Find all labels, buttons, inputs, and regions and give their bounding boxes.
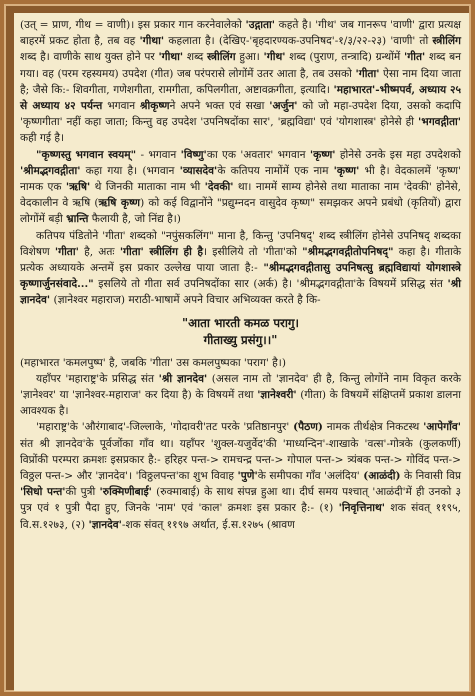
- paragraph: [20, 147, 461, 228]
- text-run: । इसीलिये तो 'गीता'को: [203, 245, 303, 258]
- bold-text: 'श्रीमद्भगवद्गीता': [20, 164, 81, 177]
- text-run: - भगवान: [136, 148, 181, 161]
- text-run: (गीता) के विषयमें संक्षिप्तमें प्रकाश डालना आवश्यक है।: [20, 389, 461, 418]
- text-run: कहलाता है। (देखिए-'बृहदारण्यक-उपनिषद'-१/३/२२-२३) 'वाणी' तो: [164, 35, 433, 48]
- bold-text: 'अर्जुन': [269, 100, 298, 113]
- bold-text: 'व्यासदेव': [179, 164, 218, 177]
- text-run: की पुत्री: [65, 486, 100, 499]
- bold-text: 'सिधो पन्त': [20, 486, 66, 499]
- paragraph: [20, 371, 461, 420]
- bold-text: श्रीकृष्ण: [140, 100, 170, 113]
- bold-text: 'ज्ञानदेव': [88, 518, 122, 531]
- text-run: होनेसे उनके इस महा उपदेशको: [335, 148, 462, 161]
- bold-text: 'भगवद्गीता': [418, 116, 461, 129]
- text-run: का एक 'अवतार' भगवान: [206, 148, 310, 161]
- scanned-page: [14, 13, 469, 691]
- bold-text: "श्रीमद्भगवद्गीतासु उपनिषत्सु ब्रह्मविद्यायां योगशास्त्रे कृष्णार्जुनसंवादे...": [20, 262, 461, 291]
- page-text: [20, 17, 461, 533]
- bold-text: ऋषि कृष्ण: [98, 197, 141, 210]
- bold-text: 'रुक्मिणीबाई': [99, 486, 152, 499]
- quote-line-2: गीताख्यु प्रसंगु।।": [203, 332, 278, 347]
- bold-text: 'महाभारत'-भीष्मपर्व, अध्याय २५ से अध्याय ४२ पर्यन्त: [20, 83, 462, 113]
- text-run: यहाँपर 'महाराष्ट्र'के प्रसिद्ध संत: [36, 372, 159, 385]
- bold-text: 'निवृत्तिनाथ': [338, 502, 386, 515]
- bold-text: 'गीथा': [158, 51, 184, 64]
- bold-text: स्त्रीलिंग: [206, 51, 236, 64]
- text-run: कहा गया है। (भगवान: [80, 164, 180, 177]
- bold-text: 'गीत': [404, 51, 426, 64]
- text-run: हुआ।: [235, 51, 264, 64]
- text-run: शब्द (पुराण, तन्त्रादि) ग्रन्थोंमें: [285, 51, 405, 64]
- text-run: थे जिनकी माताका नाम भी: [90, 181, 205, 194]
- text-run: के समीपका गाँव 'अलंदिय': [257, 470, 364, 483]
- text-run: (उत् = प्राण, गीथ = वाणी)। इस प्रकार गान करनेवालेको: [20, 19, 246, 31]
- paragraph: [20, 17, 461, 147]
- text-run: शब्द है। वाणीके साथ युक्त होने पर: [20, 51, 159, 64]
- bold-text: (पैठण): [293, 421, 323, 434]
- bold-text: 'कृष्ण': [309, 148, 336, 161]
- bold-text: 'देवकी': [204, 181, 234, 194]
- bold-text: 'गीता': [54, 245, 79, 258]
- bold-text: "श्रीमद्भगवद्गीतोपनिषद्": [302, 245, 394, 258]
- text-run: है, अतः: [78, 245, 120, 258]
- text-run: ) को कई विद्वानोंने "प्रद्युम्नदन वासुदेव कृष्ण" समझकर अपने प्रबंधो (कृतियों) द्वारा लोगोंमें बड़ी: [20, 197, 461, 226]
- text-run: फैलायी है, जो निंद्य है।): [88, 213, 181, 226]
- text-run: भी है। वेदकालमें 'कृष्ण' नामक एक: [20, 164, 461, 194]
- bold-text: (आळंदी): [363, 470, 401, 483]
- bold-text: 'ज्ञानेश्वरी': [257, 389, 297, 402]
- text-run: के कतिपय नामोंमें एक नाम: [217, 164, 334, 177]
- bold-text: 'श्री ज्ञानदेव': [20, 278, 461, 307]
- text-run: को जो महा-उपदेश दिया, उसको कदापि 'कृष्णगीता' नहीं कहा जाता; किन्तु वह उपदेश 'उपनिषदोंका सार', 'ब्रह्मविद्या' एवं 'योगशास्त्र' होनेसे ही: [20, 100, 461, 129]
- text-run: ऐसा नाम दिया जाता है; जैसे कि:- शिवगीता, गणेशगीता, रामगीता, कपिलगीता, अष्टावक्रगीता, इत्यादि।: [20, 67, 461, 96]
- bold-text: 'गीता' स्त्रीलिंग ही है: [119, 245, 204, 258]
- bold-text: 'गीथ': [263, 51, 286, 64]
- text-run: (महाभारत 'कमलपुष्प' है, जबकि 'गीता' उस कमलपुष्पका 'पराग' है।): [20, 356, 286, 369]
- text-run: भगवान: [102, 100, 141, 113]
- text-run: (रुक्माबाई) के साथ संपन्न हुआ था। दीर्घ समय पश्चात् 'आळंदी'में ही उनको ३ पुत्र एवं १ पुत्री पैदा हुए, जिनके 'नाम' एवं 'काल' क्रमशः इस प्रकार है:- (१): [20, 486, 461, 515]
- marathi-quote: [20, 315, 461, 349]
- text-run: शब्द बन गया। वह (परम रहस्यमय) उपदेश (गीत) जब परंपरासे लोगोंमें उतर आता है, तब उसको: [20, 51, 462, 80]
- text-run: इसलिये तो गीता सर्व उपनिषदोंका सार (अर्क) है। 'श्रीमद्भगवद्गीता'के विषयमें प्रसिद्ध संत: [93, 278, 448, 291]
- text-run: ने अपने भक्त एवं सखा: [169, 100, 270, 113]
- text-run: (ज्ञानेश्वर महाराज) मराठी-भाषामें अपने विचार अभिव्यक्त करते है कि-: [50, 294, 321, 307]
- text-run: शक संवत् ११९५, वि.स.१२७३, (२): [20, 502, 461, 531]
- bold-text: "कृष्णस्तु भगवान स्वयम्": [36, 148, 137, 161]
- text-run: संत श्री ज्ञानदेव'के पूर्वजोंका गाँव था। यहाँपर 'शुक्ल-यजुर्वेद'की 'माध्यन्दिन'-शाखाके 'वत्स'-गोत्रके (कुलकर्णी) विप्रोंकी परम्परा क्रमशः इसप्रकार है:- हरिहर पन्त-> रामचन्द्र पन्त-> गोपाल पन्त-> त्र्यंबक पन्त-> गोविंद पन्त-> विठ्ठल पन्त-> और 'ज्ञानदेव'। 'विठ्ठलपन्त'का शुभ विवाह: [20, 437, 461, 483]
- bold-text: 'विष्णु': [180, 148, 207, 161]
- text-run: (असल नाम तो 'ज्ञानदेव' ही है, किन्तु लोगोंने नाम विकृत करके 'ज्ञानेश्वर' या 'ज्ञानेश्वर-महाराज' कर दिया है) के विषयमें तथा: [20, 372, 461, 402]
- bold-text: 'उद्गाता': [245, 19, 275, 31]
- bold-text: स्त्रीलिंग: [432, 35, 461, 48]
- text-run: था। नाममें साम्य होनेसे तथा माताका नाम 'देवकी' होनेसे, वेदकालीन वे ऋषि (: [20, 181, 462, 210]
- text-run: कहा है। गीताके प्रत्येक अध्यायके अन्तमें इस प्रकार उल्लेख पाया जाता है:-: [20, 245, 462, 275]
- bold-text: 'गीता': [355, 67, 380, 80]
- bold-text: 'कृष्ण': [333, 164, 360, 177]
- bold-text: 'ऋषि': [65, 181, 91, 194]
- bold-text: 'श्री ज्ञानदेव': [158, 372, 208, 385]
- bold-text: 'आपेगाँव': [423, 421, 461, 434]
- text-run: के निवासी विप्र: [400, 470, 461, 483]
- text-run: शब्द: [183, 51, 207, 64]
- bold-text: 'पुणे': [237, 470, 258, 483]
- bold-text: 'गीथा': [139, 35, 165, 48]
- text-run: नामक तीर्थक्षेत्र निकटस्थ: [322, 421, 424, 434]
- text-run: कहते है। 'गीथ' जब गानरूप 'वाणी' द्वारा प्रत्यक्ष बाहरमें प्रकट होता है, तब वह: [20, 19, 461, 48]
- paragraph: [20, 355, 461, 371]
- paragraph: [20, 419, 461, 532]
- text-run: -शक संवत् ११९७ अर्थात, ई.स.१२७५ (श्रावण: [121, 518, 295, 531]
- text-run: 'महाराष्ट्र'के 'औरंगाबाद'-जिल्लाके, 'गोदावरी'तट परके 'प्रतिष्ठानपुर': [36, 421, 294, 434]
- paragraph: [20, 228, 461, 309]
- page-frame: [4, 4, 471, 692]
- text-run: कतिपय पंडितोने 'गीता' शब्दको "नपुंसकलिंग" माना है, किन्तु 'उपनिषद्' शब्द स्त्रीलिंग होनेसे उपनिषद् शब्दका विशेषण: [20, 229, 461, 258]
- text-run: कही गई है।: [20, 132, 65, 145]
- bold-text: भ्रान्ति: [66, 213, 89, 226]
- quote-line-1: "आता भारती कमळ परागु।: [181, 315, 300, 330]
